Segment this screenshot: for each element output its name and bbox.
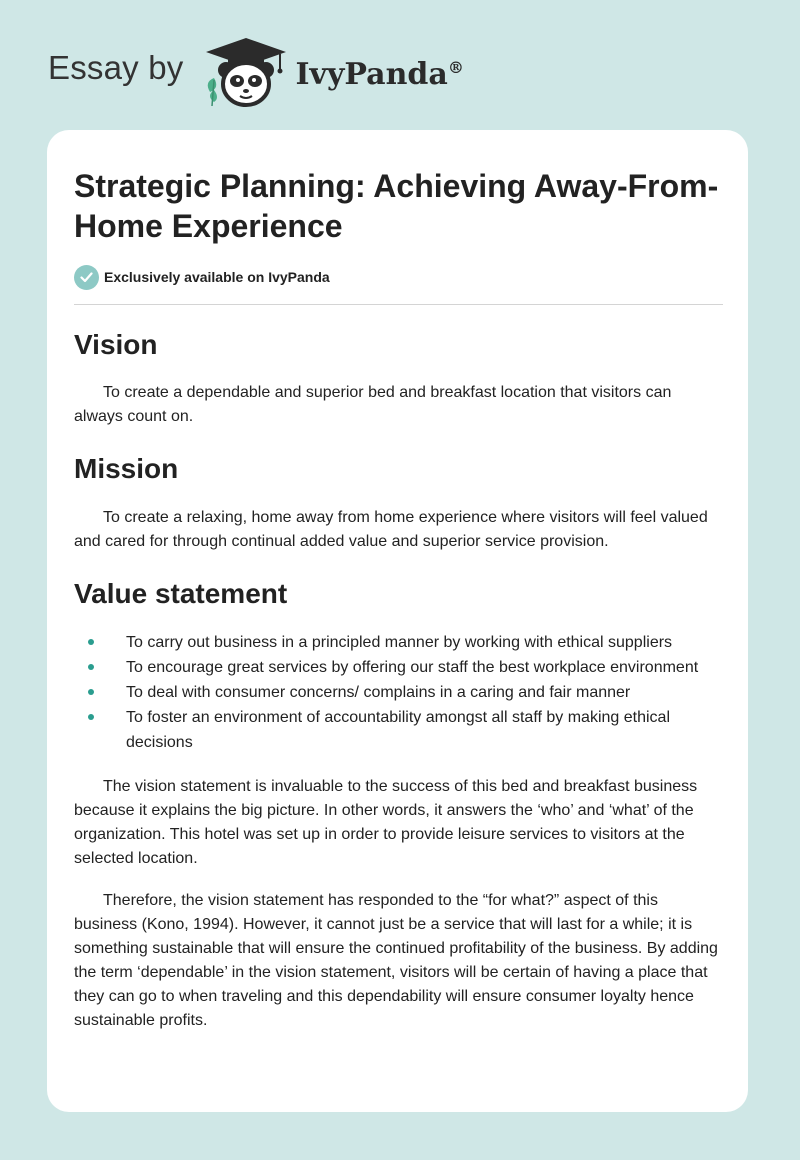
value-statement-heading: Value statement bbox=[74, 578, 288, 609]
mission-heading: Mission bbox=[74, 453, 179, 484]
panda-logo-icon[interactable] bbox=[200, 36, 292, 108]
vision-heading: Vision bbox=[74, 329, 158, 360]
checkmark-icon bbox=[74, 265, 99, 290]
exclusive-badge bbox=[74, 264, 724, 290]
badge-text: Exclusively available on IvyPanda bbox=[104, 269, 330, 285]
value-list bbox=[74, 630, 724, 755]
bullet-icon bbox=[88, 664, 94, 670]
essay-by-label: Essay by bbox=[48, 49, 184, 86]
bullet-icon bbox=[88, 689, 94, 695]
body-paragraph: The vision statement is invaluable to the success of this bed and breakfast business because it explains the big picture. In other words, it answers the ‘who’ and ‘what’ of the organization. This hotel was set up in order to provide leisure services to visitors at the selected location. bbox=[74, 778, 698, 867]
list-item: To carry out business in a principled manner by working with ethical suppliers bbox=[74, 630, 724, 655]
article-card bbox=[47, 130, 748, 1112]
bullet-icon bbox=[88, 714, 94, 720]
mission-text: To create a relaxing, home away from home experience where visitors will feel valued and cared for through continual added value and superior service provision. bbox=[74, 509, 708, 550]
bullet-icon bbox=[88, 639, 94, 645]
list-item: To encourage great services by offering our staff the best workplace environment bbox=[74, 655, 724, 680]
list-item: To deal with consumer concerns/ complains in a caring and fair manner bbox=[74, 680, 724, 705]
site-header bbox=[48, 36, 464, 108]
divider bbox=[74, 304, 723, 305]
article-title: Strategic Planning: Achieving Away-From-Home Experience bbox=[74, 168, 719, 244]
vision-text: To create a dependable and superior bed and breakfast location that visitors can always count on. bbox=[74, 384, 672, 425]
article-content bbox=[74, 166, 724, 1033]
body-paragraph: Therefore, the vision statement has responded to the “for what?” aspect of this business (Kono, 1994). However, it cannot just be a service that will last for a while; it is something sustainable that will ensure the continued profitability of the business. By adding the term ‘dependable’ in the vision statement, visitors will be certain of having a place that they can go to when traveling and this dependability will ensure consumer loyalty hence sustainable profits. bbox=[74, 892, 718, 1029]
list-item: To foster an environment of accountability amongst all staff by making ethical decisions bbox=[74, 705, 724, 755]
brand-name[interactable]: IvyPanda® bbox=[295, 56, 464, 92]
